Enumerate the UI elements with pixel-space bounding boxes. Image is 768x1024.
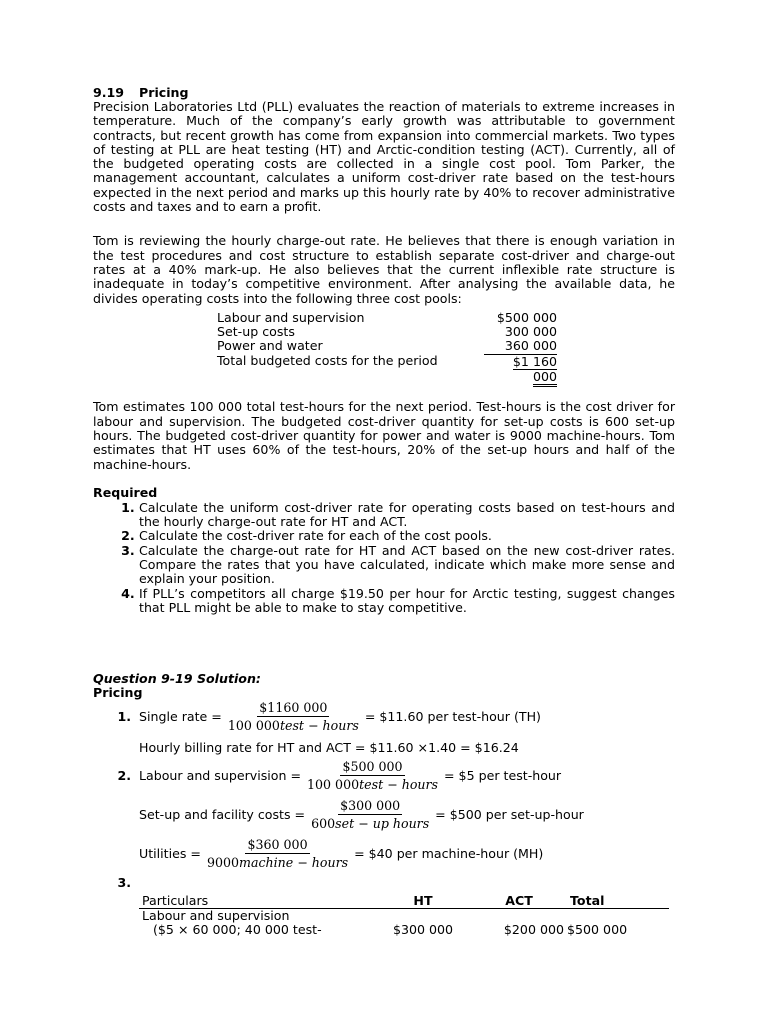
fraction-numerator: $500 000 (342, 759, 403, 775)
column-header: HT (375, 894, 471, 909)
fraction-denominator (205, 854, 350, 870)
denominator-unit: test − hours (279, 718, 359, 734)
problem-paragraph-2: Tom is reviewing the hourly charge-out rate. He believes that there is enough variation in the test procedures and cost structure to establish separate cost-driver and charge-out rates at a 40% mark-up. He also believes that the current inflexible rate structure is inadequate in today’s competitive environment. After analysing the available data, he divides operating costs into the following three cost pools: (93, 233, 675, 306)
equation-rhs: = $40 per machine-hour (MH) (354, 846, 544, 862)
fraction (205, 837, 350, 870)
required-item: 1. Calculate the uniform cost-driver rate for operating costs based on test-hours and the hourly charge-out rate for HT and ACT. (139, 501, 675, 530)
cost-pool-label: Power and water (217, 338, 323, 354)
total-value: $500 000 (567, 922, 628, 938)
solution-step-1 (93, 700, 675, 733)
solution-subheading: Pricing (93, 685, 143, 701)
step-number: 1. (117, 709, 131, 725)
total-amount-line1: $1 160 (512, 353, 557, 369)
equation-lhs: Labour and supervision = (139, 768, 302, 784)
cost-pool-label: Set-up costs (217, 324, 295, 340)
required-item: 2. Calculate the cost-driver rate for each of the cost pools. (139, 529, 675, 543)
cost-pool-amount: 360 000 (484, 339, 557, 354)
cost-pool-table (217, 311, 557, 387)
utilities-rate-equation (139, 837, 675, 870)
hourly-billing-rate: Hourly billing rate for HT and ACT = $11.60 ×1.40 = $16.24 (139, 740, 519, 756)
equation-rhs: = $5 per test-hour (444, 768, 562, 784)
document-page (93, 86, 675, 937)
required-heading: Required (93, 484, 158, 500)
required-list (93, 501, 675, 615)
denominator-unit: machine − hours (239, 855, 349, 871)
denominator-number: 9000 (206, 855, 240, 871)
fraction-numerator: $1160 000 (259, 700, 328, 716)
column-header: Total (567, 894, 669, 909)
equation-rhs: = $11.60 per test-hour (TH) (364, 709, 541, 725)
solution-heading: Question 9-19 Solution: (93, 671, 261, 687)
cost-pool-row (217, 325, 557, 339)
fraction-denominator (226, 717, 361, 733)
fraction-denominator (305, 776, 440, 792)
column-header: Particulars (139, 894, 375, 909)
table-row (139, 923, 669, 937)
cost-pool-total-row (217, 354, 557, 387)
table-row (139, 909, 669, 924)
fraction (309, 798, 431, 831)
row-label: Labour and supervision (142, 908, 290, 924)
equation-lhs: Utilities = (139, 846, 201, 862)
fraction-numerator: $300 000 (340, 798, 401, 814)
setup-rate-equation (139, 798, 675, 831)
cost-pool-amount: $500 000 (496, 309, 557, 325)
denominator-number: 100 000 (307, 777, 360, 793)
cost-pool-label: Labour and supervision (217, 309, 365, 325)
act-value: $200 000 (503, 922, 564, 938)
fraction-numerator: $360 000 (247, 837, 308, 853)
equation-lhs: Single rate = (139, 709, 222, 725)
required-item: 3. Calculate the charge-out rate for HT and ACT based on the new cost-driver rates. Compare the rates that you have calculated, indicate which make more sense and explain your position. (139, 544, 675, 587)
cost-pool-amount: 300 000 (504, 324, 557, 340)
row-label: ($5 × 60 000; 40 000 test- (153, 922, 322, 938)
fraction-denominator (309, 815, 431, 831)
required-item: 4. If PLL’s competitors all charge $19.50 per hour for Arctic testing, suggest changes that PLL might be able to make to stay competitive. (139, 587, 675, 616)
fraction (226, 700, 361, 733)
ht-value: $300 000 (392, 922, 454, 938)
problem-paragraph-3: Tom estimates 100 000 total test-hours for the next period. Test-hours is the cost driver for labour and supervision. The budgeted cost-driver quantity for set-up costs is 600 set-up hours. The budgeted cost-driver quantity for power and water is 9000 machine-hours. Tom estimates that HT uses 60% of the test-hours, 20% of the set-up hours and half of the machine-hours. (93, 399, 675, 472)
total-label: Total budgeted costs for the period (217, 353, 438, 369)
problem-number: 9.19 (93, 85, 125, 100)
total-amount (484, 354, 557, 387)
column-header: ACT (471, 894, 567, 909)
fraction (305, 759, 440, 792)
denominator-number: 100 000 (227, 718, 280, 734)
equation-rhs: = $500 per set-up-hour (435, 807, 584, 823)
denominator-unit: set − up hours (335, 816, 430, 832)
charge-out-table (139, 894, 669, 937)
solution-step-3 (93, 876, 675, 890)
table-header-row (139, 894, 669, 909)
total-amount-line2: 000 (533, 370, 557, 387)
equation-lhs: Set-up and facility costs = (139, 807, 306, 823)
cost-pool-row (217, 339, 557, 354)
problem-heading (93, 86, 675, 100)
problem-paragraph-1: Precision Laboratories Ltd (PLL) evaluates the reaction of materials to extreme increases in temperature. Much of the company’s early growth was attributable to government contracts, but recent growth has come from expansion into commercial markets. Two types of testing at PLL are heat testing (HT) and Arctic-condition testing (ACT). Currently, all of the budgeted operating costs are collected in a single cost pool. Tom Parker, the management accountant, calculates a uniform cost-driver rate based on the test-hours expected in the next period and marks up this hourly rate by 40% to recover administrative costs and taxes and to earn a profit. (93, 99, 675, 215)
solution-step-2 (93, 759, 675, 792)
problem-title: Pricing (139, 85, 189, 100)
cost-pool-row (217, 311, 557, 325)
step-number: 2. (117, 768, 131, 784)
step-number: 3. (117, 875, 131, 891)
denominator-unit: test − hours (359, 777, 438, 793)
denominator-number: 600 (311, 816, 336, 832)
